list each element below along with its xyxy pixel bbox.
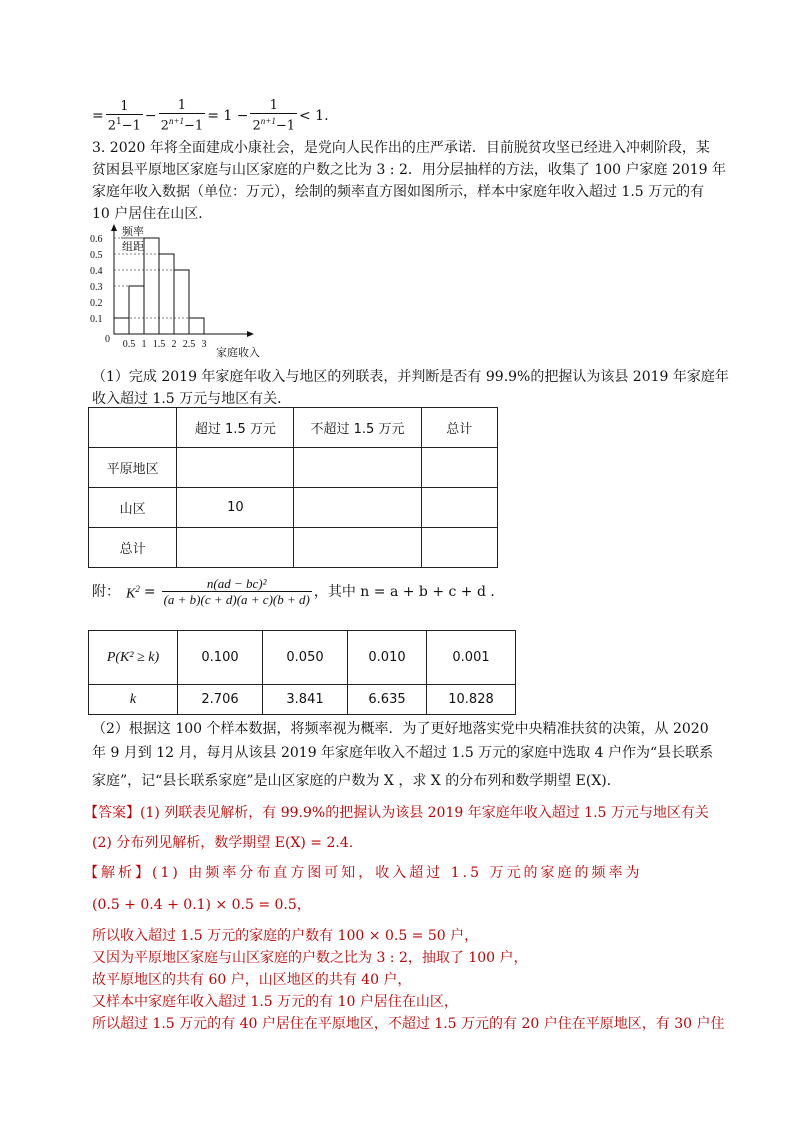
problem-line-4: 10 户居住在山区． <box>92 206 213 222</box>
table-cell <box>294 448 421 488</box>
critical-value-table <box>88 630 516 715</box>
fraction-2-num: 1 <box>177 98 187 113</box>
y-label-top: 频率 <box>122 226 144 238</box>
fraction-3-den <box>250 113 297 133</box>
table-cell: 6.635 <box>348 685 427 715</box>
origin-label: 0 <box>105 334 110 345</box>
y-tick-label: 0.5 <box>90 250 103 261</box>
answer-line-1: 【答案】(1) 列联表见解析，有 99.9%的把握认为该县 2019 年家庭年收入超过 1.5 万元与地区有关 <box>84 805 709 821</box>
f3-tail: −1 <box>275 118 295 134</box>
histogram-bar-1 <box>114 318 129 334</box>
f2-exp: n+1 <box>168 116 185 126</box>
y-axis-arrow <box>111 224 117 231</box>
row-label-k: k <box>89 685 178 715</box>
header-cell-total: 总计 <box>421 408 497 448</box>
row-label-mountain: 山区 <box>89 488 177 528</box>
table-cell <box>421 488 497 528</box>
table-cell <box>294 488 421 528</box>
f1-base: 2 <box>107 117 117 133</box>
table-cell: 10.828 <box>427 685 516 715</box>
minus-sign: − <box>144 107 157 124</box>
table-row <box>89 528 498 568</box>
part2-line-3: 家庭”，记“县长联系家庭”是山区家庭的户数为 X ，求 X 的分布列和数学期望 E(X)． <box>92 773 621 789</box>
appendix-label: 附： <box>92 583 120 600</box>
fraction-2 <box>159 98 206 133</box>
y-tick-label: 0.2 <box>90 298 103 309</box>
fraction-1 <box>106 99 143 133</box>
row-label-probability: P(K² ≥ k) <box>89 631 178 685</box>
problem-line-3: 家庭年收入数据（单位：万元），绘制的频率直方图如图所示，样本中家庭年收入超过 1.5 万元的有 <box>92 184 705 200</box>
f3-exp: n+1 <box>260 116 276 126</box>
row-label-plain: 平原地区 <box>89 448 177 488</box>
histogram-bar-6 <box>189 318 204 334</box>
k-squared: $K^2$ <box>126 583 140 602</box>
k2-denominator: (a + b)(c + d)(a + c)(b + d) <box>163 592 310 607</box>
part2-line-1: （2）根据这 100 个样本数据，将频率视为概率．为了更好地落实党中央精准扶贫的决策，从 2020 <box>92 721 709 737</box>
table-cell <box>421 448 497 488</box>
table-cell: 0.100 <box>178 631 263 685</box>
solution-line-1: 【解析】(1) 由频率分布直方图可知，收入超过 1.5 万元的家庭的频率为 <box>84 865 643 881</box>
histogram-bar-3 <box>144 238 159 334</box>
f1-tail: −1 <box>121 117 141 133</box>
table-cell: 0.010 <box>348 631 427 685</box>
problem-line-2: 贫困县平原地区家庭与山区家庭的户数之比为 3 : 2．用分层抽样的方法，收集了 100 户家庭 2019 年 <box>92 162 727 178</box>
histogram-bar-5 <box>174 270 189 334</box>
solution-line-2: (0.5 + 0.4 + 0.1) × 0.5 = 0.5， <box>92 897 311 913</box>
answer-line-2: (2) 分布列见解析，数学期望 E(X) = 2.4. <box>92 835 354 851</box>
less-than-one: < 1. <box>299 107 329 124</box>
equals-sign: = <box>92 107 104 124</box>
formula-line <box>92 98 329 133</box>
f3-base: 2 <box>252 118 261 134</box>
fraction-1-num: 1 <box>120 98 129 114</box>
table-cell <box>177 528 294 568</box>
fraction-1-den <box>106 114 143 133</box>
table-row <box>89 408 498 448</box>
header-cell-empty <box>89 408 177 448</box>
fraction-2-den <box>159 113 206 133</box>
part1-line-1: （1）完成 2019 年家庭年收入与地区的列联表，并判断是否有 99.9%的把握认为该县 2019 年家庭年 <box>92 369 729 385</box>
histogram-bar-2 <box>129 286 144 334</box>
table-cell: 2.706 <box>178 685 263 715</box>
row-label-total: 总计 <box>89 528 177 568</box>
k-symbol: K <box>126 586 136 602</box>
table-cell <box>177 448 294 488</box>
table-cell <box>294 528 421 568</box>
k2-fraction <box>162 576 312 607</box>
solution-line-3: 所以收入超过 1.5 万元的家庭的户数有 100 × 0.5 = 50 户， <box>92 928 479 944</box>
fraction-3 <box>250 98 297 133</box>
contingency-table <box>88 407 498 568</box>
x-axis-label: 家庭收入 <box>216 347 260 359</box>
x-tick-label: 3 <box>201 339 207 350</box>
fraction-3-num: 1 <box>269 98 278 113</box>
x-tick-label: 1.5 <box>152 339 166 350</box>
k2-numerator: n(ad − bc)² <box>206 576 267 591</box>
histogram-bar-4 <box>159 254 174 334</box>
problem-line-1: 3. 2020 年将全面建成小康社会，是党向人民作出的庄严承诺．目前脱贫攻坚已经进入冲刺阶段，某 <box>92 140 710 156</box>
x-tick-label: 2 <box>171 339 177 350</box>
solution-line-7: 所以超过 1.5 万元的有 40 户居住在平原地区，不超过 1.5 万元的有 20 户住在平原地区，有 30 户住 <box>92 1016 725 1032</box>
part1-line-2: 收入超过 1.5 万元与地区有关． <box>92 391 292 407</box>
appendix-tail: ，其中 n = a + b + c + d ． <box>313 583 505 600</box>
y-tick-label: 0.4 <box>90 266 103 277</box>
table-row <box>89 448 498 488</box>
y-tick-label: 0.6 <box>90 234 103 245</box>
f2-tail: −1 <box>184 118 204 134</box>
table-cell: 0.050 <box>263 631 348 685</box>
x-tick-label: 2.5 <box>182 339 196 350</box>
header-cell-not-over: 不超过 1.5 万元 <box>294 408 421 448</box>
x-tick-label: 1 <box>141 339 147 350</box>
x-tick-label: 0.5 <box>122 339 136 350</box>
y-tick-label: 0.3 <box>90 282 103 293</box>
solution-line-5: 故平原地区的共有 60 户，山区地区的共有 40 户， <box>92 972 412 988</box>
table-cell: 0.001 <box>427 631 516 685</box>
table-cell: 3.841 <box>263 685 348 715</box>
table-row <box>89 685 516 715</box>
header-cell-over: 超过 1.5 万元 <box>177 408 294 448</box>
y-label-bottom: 组距 <box>122 241 144 253</box>
f2-base: 2 <box>160 118 169 134</box>
table-row <box>89 488 498 528</box>
part2-line-2: 年 9 月到 12 月，每月从该县 2019 年家庭年收入不超过 1.5 万元的家庭中选取 4 户作为“县长联系 <box>92 745 714 761</box>
frequency-histogram <box>88 222 288 362</box>
appendix-equals: = <box>143 583 156 600</box>
equals-one-minus: = 1 − <box>207 107 249 124</box>
table-row <box>89 631 516 685</box>
table-cell <box>421 528 497 568</box>
y-tick-label: 0.1 <box>90 314 103 325</box>
table-cell: 10 <box>177 488 294 528</box>
solution-line-6: 又样本中家庭年收入超过 1.5 万元的有 10 户居住在山区， <box>92 994 458 1010</box>
appendix-formula <box>92 576 504 607</box>
solution-line-4: 又因为平原地区家庭与山区家庭的户数之比为 3 : 2，抽取了 100 户， <box>92 950 528 966</box>
x-axis-arrow <box>247 331 254 337</box>
f1-exp: 1 <box>116 116 122 127</box>
